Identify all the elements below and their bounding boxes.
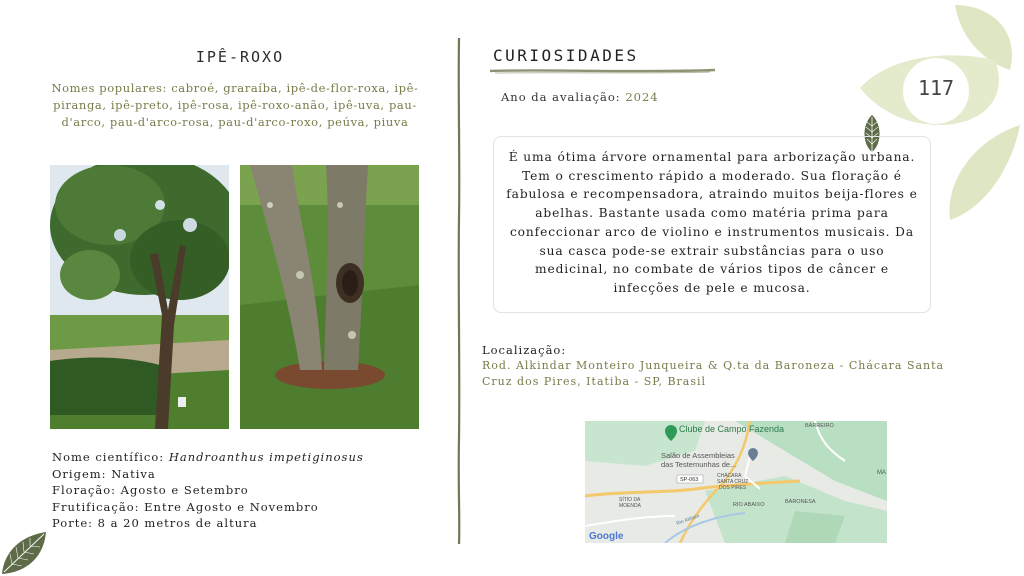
scientific-name-value: Handroanthus impetiginosus bbox=[168, 450, 364, 464]
map-label-rio-abaixo: RIO ABAIXO bbox=[733, 502, 765, 508]
species-title: IPÊ-ROXO bbox=[195, 48, 285, 66]
map-label-club: Clube de Campo Fazenda bbox=[679, 424, 785, 434]
map-label-river: Rio Atibaia bbox=[675, 513, 701, 527]
page-number: 117 bbox=[917, 76, 955, 100]
map-label-chacara-1: CHÁCARA bbox=[717, 473, 742, 479]
map-label-salao-2: das Testemunhas de... bbox=[661, 460, 737, 469]
map-label-baronesa: BARONESA bbox=[785, 499, 816, 505]
map-label-sitio-2: MOENDA bbox=[619, 503, 641, 509]
origin: Origem: Nativa bbox=[52, 466, 156, 481]
map-brand-logo: Google bbox=[589, 531, 624, 542]
tree-photo bbox=[50, 165, 229, 429]
map-label-edge: MA bbox=[877, 470, 886, 476]
tree-size: Porte: 8 a 20 metros de altura bbox=[52, 516, 258, 530]
map-label-chacara-3: DOS PIRES bbox=[719, 485, 747, 491]
title-underline bbox=[490, 66, 715, 76]
map-label-salao-1: Salão de Assembleias bbox=[661, 451, 735, 460]
location-map[interactable] bbox=[585, 421, 887, 543]
evaluation-year: Ano da avaliação: 2024 bbox=[501, 90, 659, 104]
curiosity-box: É uma ótima árvore ornamental para arborização urbana. Tem o crescimento rápido a moderado. Sua floração é fabulosa e recompensadora, atraindo muitos beija-flores e abelhas. Bastante usada como matéria prima para confeccionar arco de violino e instrumentos musicais. Da sua casca pode-se extrair substâncias para o uso medicinal, no combate de vários tipos de câncer e infecções de pele e mucosa. bbox=[493, 136, 931, 313]
popular-names: Nomes populares: cabroé, graraíba, ipê-de-flor-roxa, ipê-piranga, ipê-preto, ipê-rosa, ipê-roxo-anão, ipê-uva, pau-d'arco, pau-d'arco-rosa, pau-d'arco-roxo, peúva, piuva bbox=[51, 81, 419, 129]
flowering: Floração: Agosto e Setembro bbox=[52, 483, 249, 497]
column-divider bbox=[455, 38, 463, 544]
map-label-barreiro: BARREIRO bbox=[805, 423, 834, 429]
map-label-sitio-1: SÍTIO DA bbox=[619, 497, 641, 503]
map-label-road: SP-063 bbox=[680, 477, 699, 483]
corner-leaf-icon bbox=[0, 530, 48, 576]
fruiting: Frutificação: Entre Agosto e Novembro bbox=[52, 499, 319, 514]
map-label-chacara-2: SANTA CRUZ bbox=[717, 479, 749, 485]
evaluation-year-value: 2024 bbox=[625, 90, 659, 104]
location-value: Rod. Alkindar Monteiro Junqueira & Q.ta da Baroneza - Chácara Santa Cruz dos Pires, Itatiba - SP, Brasil bbox=[482, 359, 945, 388]
species-info bbox=[52, 449, 364, 532]
curiosities-title: CURIOSIDADES bbox=[493, 46, 639, 65]
location-label: Localização: bbox=[482, 343, 567, 357]
trunk-photo bbox=[240, 165, 419, 429]
scientific-name: Nome científico: Handroanthus impetiginosus bbox=[52, 450, 364, 464]
